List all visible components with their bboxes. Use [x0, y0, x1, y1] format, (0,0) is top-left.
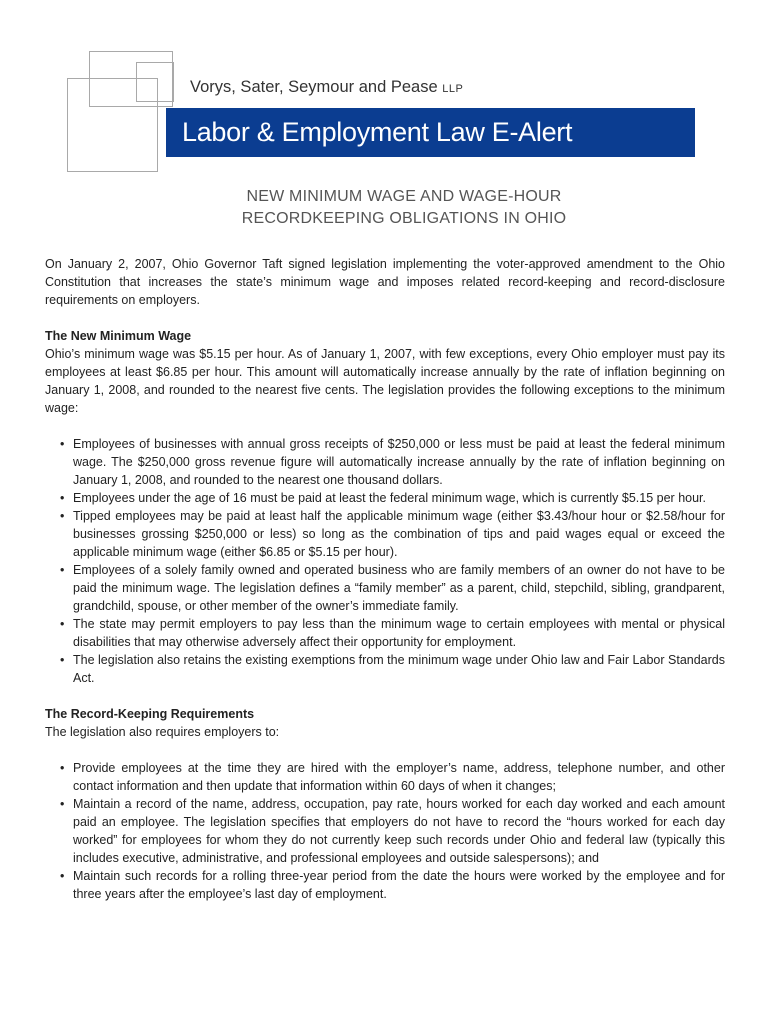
firm-name [190, 78, 463, 97]
headline [166, 186, 642, 230]
list-item: • Tipped employees may be paid at least half the applicable minimum wage (either $3.43/hour hour or $2.58/hour for businesses grossing $250,000 or less) so long as the combination of tips and paid wages equal or exceed the applicable minimum wage (either $6.85 or $5.15 per hour). [45, 507, 725, 561]
minimum-wage-paragraph: Ohio’s minimum wage was $5.15 per hour. As of January 1, 2007, with few exceptions, every Ohio employer must pay its employees at least $6.85 per hour. This amount will automatically increase annually by the rate of inflation beginning on January 1, 2008, and rounded to the nearest five cents. The legislation provides the following exceptions to the minimum wage: [45, 347, 725, 415]
banner-title: Labor & Employment Law E-Alert [182, 117, 573, 147]
minimum-wage-exceptions-list [45, 435, 725, 687]
headline-line-2: RECORDKEEPING OBLIGATIONS IN OHIO [241, 210, 567, 227]
title-banner [166, 108, 695, 157]
intro-paragraph: On January 2, 2007, Ohio Governor Taft signed legislation implementing the voter-approved amendment to the Ohio Constitution that increases the state’s minimum wage and imposes related record-keeping and record-disclosure requirements on employers. [45, 257, 725, 307]
logo-square-large [67, 78, 158, 172]
list-item: • Maintain a record of the name, address, occupation, pay rate, hours worked for each day worked and each amount paid an employee. The legislation specifies that employers do not have to record the “hours worked for each day worked” for employees for whom they do not currently keep such records under Ohio and federal law (typically this includes executive, administrative, and professional employees and outside salespersons); and [45, 795, 725, 867]
list-item: • Maintain such records for a rolling three-year period from the date the hours were worked by the employee and for three years after the employee’s last day of employment. [45, 867, 725, 903]
record-keeping-heading: The Record-Keeping Requirements [45, 707, 255, 721]
record-keeping-intro: The legislation also requires employers to: [45, 725, 280, 739]
list-item: • Employees under the age of 16 must be paid at least the federal minimum wage, which is currently $5.15 per hour. [45, 489, 725, 507]
article-body [45, 255, 725, 903]
list-item: • Employees of businesses with annual gross receipts of $250,000 or less must be paid at least the federal minimum wage. The $250,000 gross revenue figure will automatically increase annually by the rate of inflation beginning on January 1, 2008, and rounded to the nearest one thousand dollars. [45, 435, 725, 489]
headline-line-1: NEW MINIMUM WAGE AND WAGE-HOUR [246, 188, 562, 205]
list-item: • Employees of a solely family owned and operated business who are family members of an owner do not have to be paid the minimum wage. The legislation defines a “family member” as a parent, child, stepchild, sibling, grandparent, grandchild, spouse, or other member of the owner’s immediate family. [45, 561, 725, 615]
list-item: • Provide employees at the time they are hired with the employer’s name, address, telephone number, and other contact information and then update that information within 60 days of when it changes; [45, 759, 725, 795]
list-item: • The legislation also retains the existing exemptions from the minimum wage under Ohio law and Fair Labor Standards Act. [45, 651, 725, 687]
firm-name-suffix: LLP [442, 83, 464, 95]
firm-name-text: Vorys, Sater, Seymour and Pease [190, 78, 438, 96]
list-item: • The state may permit employers to pay less than the minimum wage to certain employees with mental or physical disabilities that may otherwise adversely affect their opportunity for employment. [45, 615, 725, 651]
record-keeping-list [45, 759, 725, 903]
minimum-wage-heading: The New Minimum Wage [45, 329, 192, 343]
